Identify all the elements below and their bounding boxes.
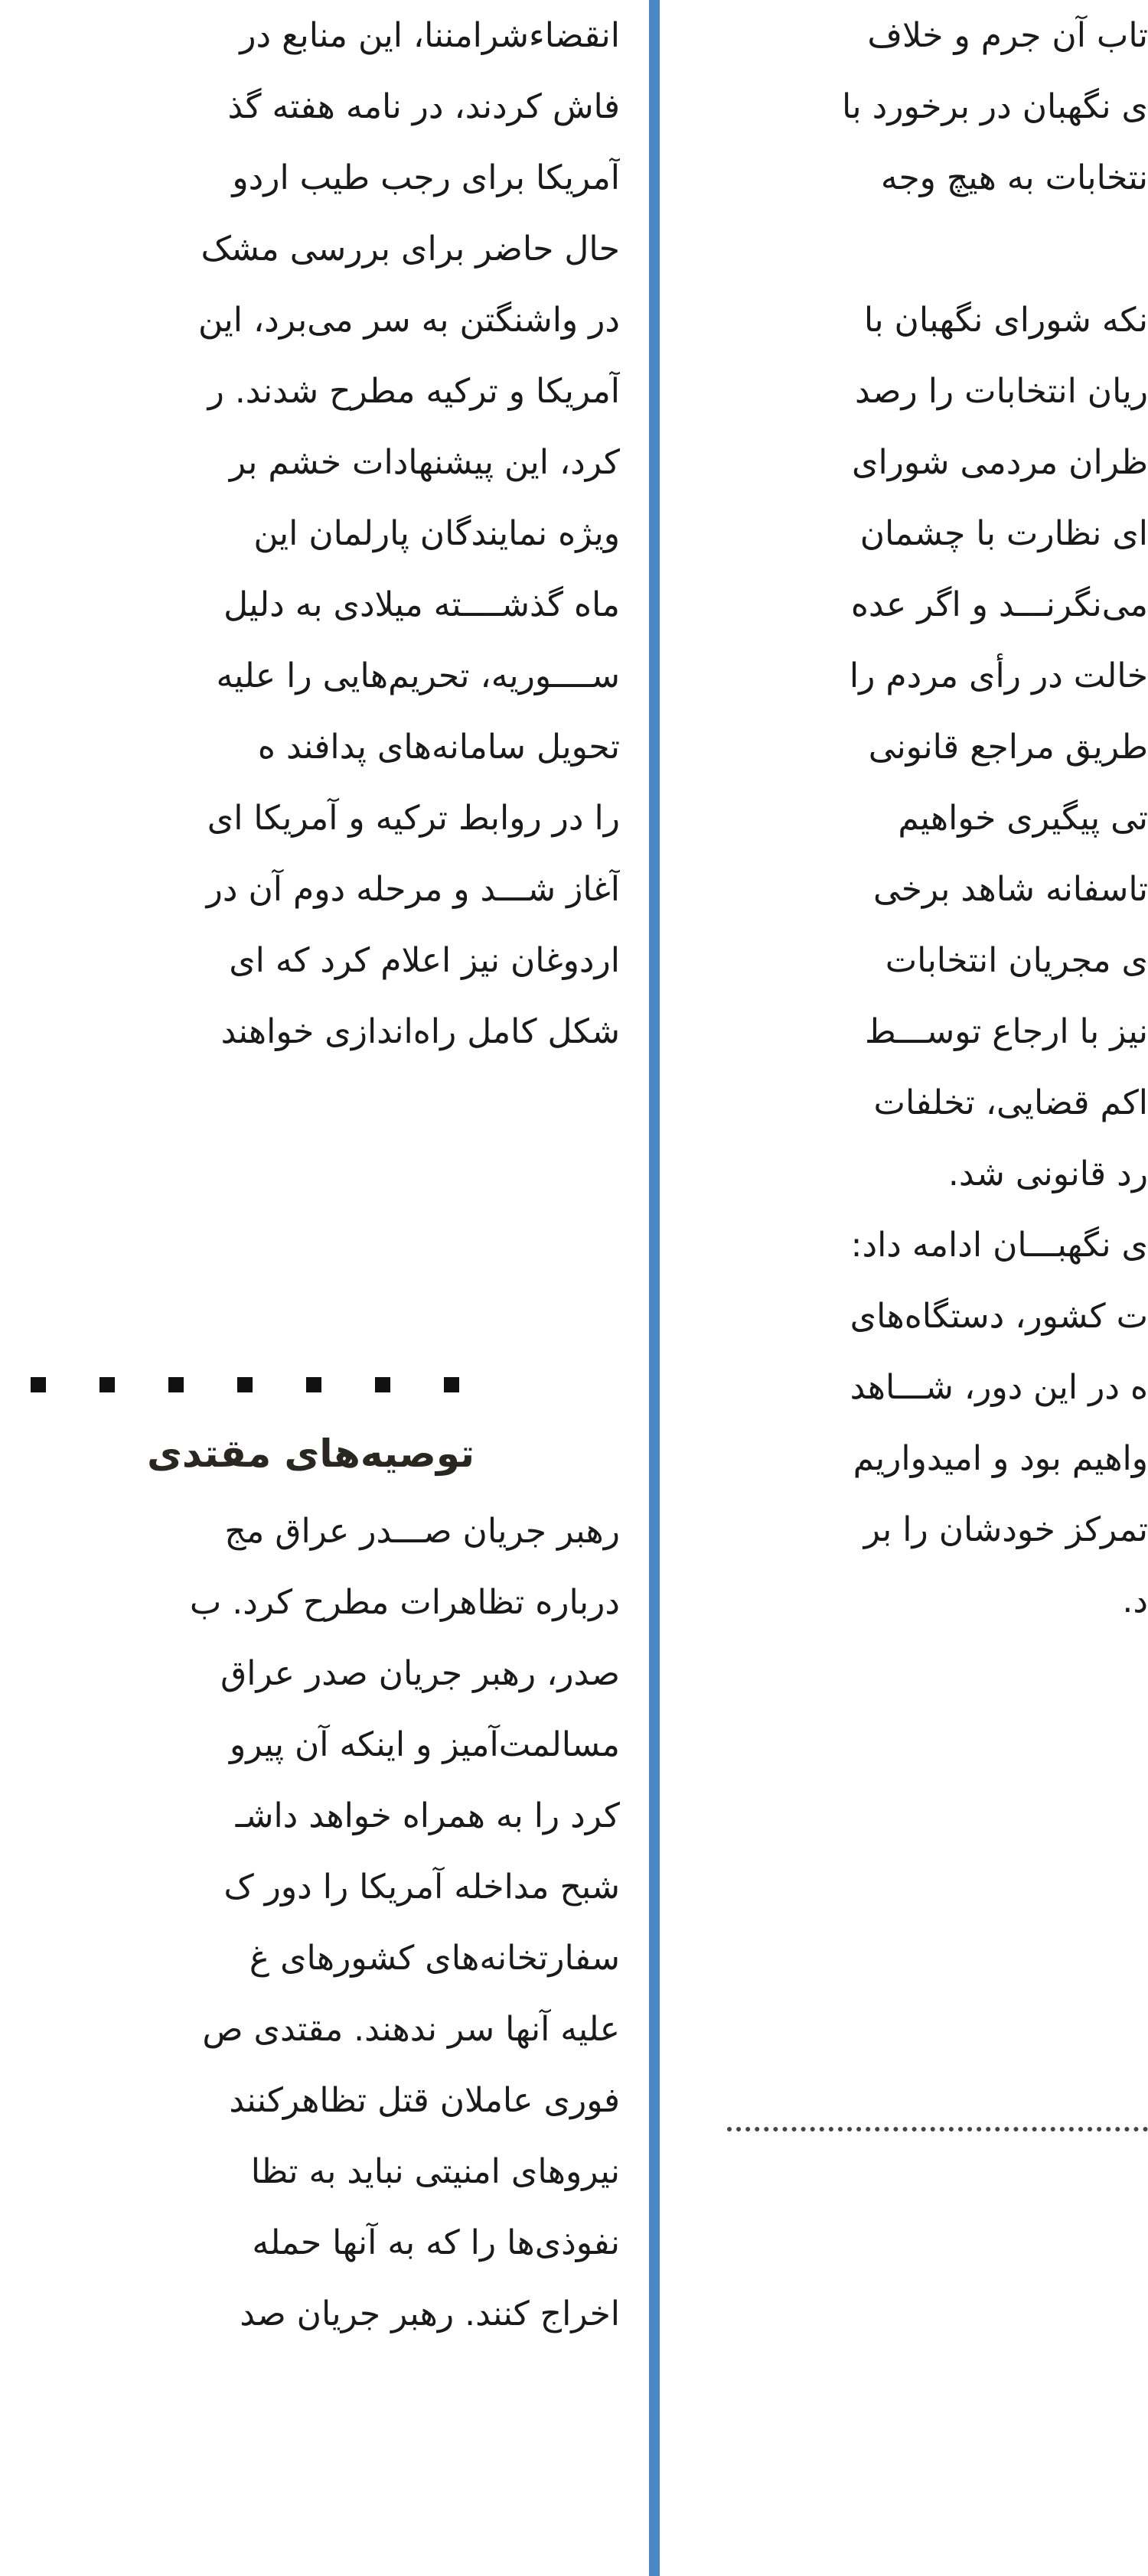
text-line: د. (1122, 1581, 1148, 1620)
text-line: نکه شورای نگهبان با (863, 301, 1148, 340)
text-line: تمرکز خودشان را بر (863, 1510, 1148, 1549)
text-line: تحویل سامانه‌های پدافند ه (257, 728, 620, 767)
section-separator (31, 1369, 459, 1400)
text-line: ت کشور، دستگاه‌های (850, 1297, 1148, 1336)
text-line: نیروهای امنیتی نباید به تظا (250, 2152, 620, 2191)
text-line: اکم قضایی، تخلفات (873, 1083, 1148, 1122)
text-line: ی نگهبـــان ادامه داد: (850, 1226, 1148, 1265)
text-line: می‌نگرنـــد و اگر عده (850, 585, 1148, 624)
text-line: درباره تظاهرات مطرح کرد. ب (189, 1583, 620, 1622)
text-line: نیز با ارجاع توســـط (864, 1012, 1148, 1051)
text-line: علیه آنها سر ندهند. مقتدی ص (202, 2010, 620, 2049)
text-line: تاسفانه شاهد برخی (873, 870, 1148, 909)
separator-dot (237, 1377, 253, 1392)
text-line: آمریکا و ترکیه مطرح شدند. ر (207, 372, 620, 411)
text-line: شبح مداخله آمریکا را دور ک (223, 1868, 620, 1907)
text-line: شکل کامل راه‌اندازی خواهند (220, 1012, 620, 1051)
right-column (719, 0, 1148, 1636)
text-line: آغاز شـــد و مرحله دوم آن در (206, 870, 620, 909)
text-line: را در روابط ترکیه و آمریکا ای (207, 799, 620, 838)
text-line: آمریکا برای رجب طیب اردو (232, 158, 620, 197)
text-line: اخراج کنند. رهبر جریان صد (240, 2294, 620, 2333)
separator-dot (168, 1377, 184, 1392)
text-line (719, 213, 1148, 285)
text-line: کرد، این پیشنهادات خشم بر (229, 443, 620, 482)
separator-dot (444, 1377, 459, 1392)
text-line: تاب آن جرم و خلاف (867, 16, 1148, 55)
separator-dot (99, 1377, 115, 1392)
text-line: ویژه نمایندگان پارلمان این (253, 514, 620, 553)
text-line: ریان انتخابات را رصد (855, 372, 1148, 411)
left-column-top (0, 0, 620, 1067)
dotted-rule (727, 2127, 1148, 2131)
text-line: ماه گذشــــته میلادی به دلیل (223, 585, 620, 624)
text-line: انقضاءشرامننا، این منابع در (240, 16, 620, 55)
text-line: اردوغان نیز اعلام کرد که ای (229, 941, 620, 980)
text-line: رهبر جریان صـــدر عراق مج (224, 1512, 620, 1551)
text-line: طریق مراجع قانونی (868, 728, 1148, 767)
text-line: ظران مردمی شورای (852, 443, 1148, 482)
text-line: رد قانونی شد. (947, 1154, 1148, 1194)
text-line: کرد را به همراه خواهد داشـ (235, 1796, 620, 1835)
text-line: تی پیگیری خواهیم (898, 799, 1148, 838)
text-line: فوری عاملان قتل تظاهرکنند (229, 2081, 620, 2120)
text-line: خالت در رأی مردم را (849, 656, 1148, 695)
separator-dot (375, 1377, 390, 1392)
text-line: ی مجریان انتخابات (885, 941, 1148, 980)
text-line: مسالمت‌آمیز و اینکه آن پیرو (229, 1725, 620, 1764)
text-line: ای نظارت با چشمان (859, 514, 1148, 553)
column-divider (649, 0, 660, 2576)
section-headline: توصیه‌های مقتدی (147, 1431, 475, 1476)
text-line: فاش کردند، در نامه هفته گذ (227, 87, 620, 126)
text-line: صدر، رهبر جریان صدر عراق (220, 1654, 620, 1693)
text-line: ســــوریه، تحریم‌هایی را علیه (216, 656, 620, 695)
text-line: نتخابات به هیچ وجه (880, 158, 1148, 197)
separator-dot (306, 1377, 321, 1392)
text-line: ه در این دور، شـــاهد (850, 1368, 1148, 1407)
text-line: نفوذی‌ها را که به آنها حمله (252, 2223, 620, 2262)
text-line: سفارتخانه‌های کشورهای غ (249, 1939, 620, 1978)
left-column-bottom (0, 1496, 620, 2350)
text-line: ی نگهبان در برخورد با (842, 87, 1148, 126)
text-line: واهیم بود و امیدواریم (853, 1439, 1148, 1478)
text-line: حال حاضر برای بررسی مشک (201, 230, 620, 269)
separator-dot (31, 1377, 46, 1392)
text-line: در واشنگتن به سر می‌برد، این (198, 301, 620, 340)
